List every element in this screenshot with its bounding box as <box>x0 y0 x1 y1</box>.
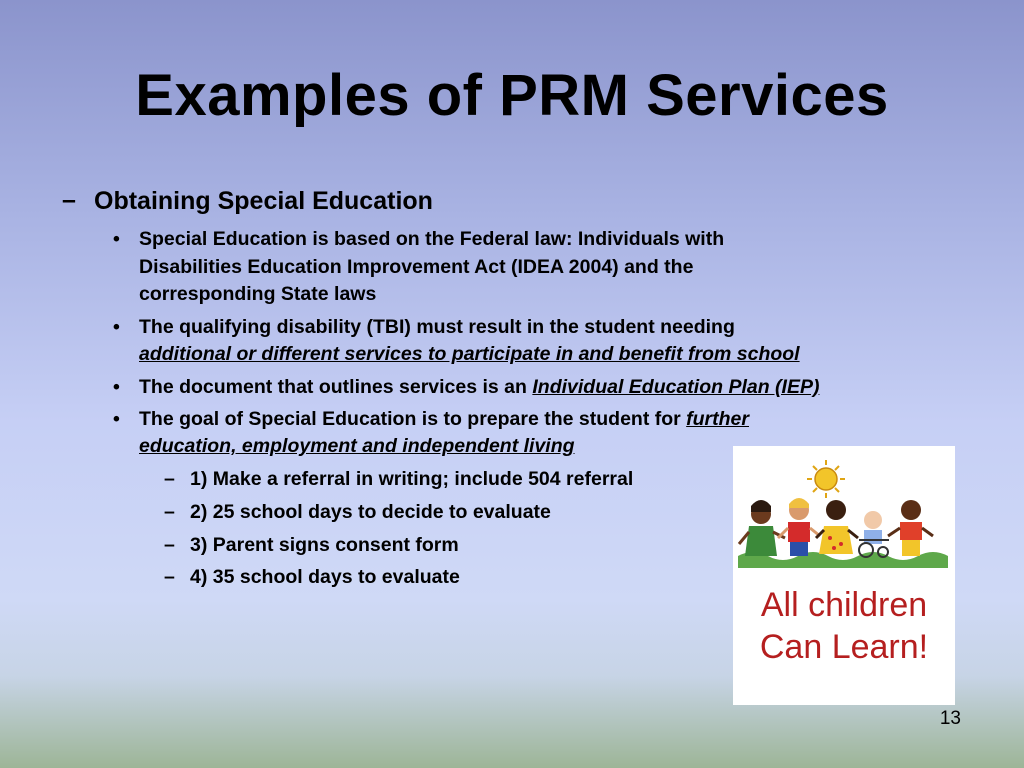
bullet-text: Disabilities Education Improvement Act (IDEA 2004) and the <box>139 256 694 278</box>
step-dash-marker: – <box>164 501 175 523</box>
bullet-marker: • <box>113 408 120 430</box>
child-figure <box>739 500 785 556</box>
bullet-marker: • <box>113 376 120 398</box>
all-children-can-learn-picture <box>733 446 955 705</box>
step-text: 4) 35 school days to evaluate <box>190 566 460 588</box>
slide-title: Examples of PRM Services <box>135 63 889 128</box>
bullet-text: Special Education is based on the Federal law: Individuals with <box>139 228 725 250</box>
step-dash-marker: – <box>164 468 175 490</box>
child-figure <box>816 500 858 554</box>
bullet-marker: • <box>113 228 120 250</box>
step-text: 2) 25 school days to decide to evaluate <box>190 501 551 523</box>
bullet-text: The qualifying disability (TBI) must result in the student needing <box>139 316 735 338</box>
children-holding-hands-icon <box>733 446 955 705</box>
picture-caption-line2: Can Learn! <box>759 628 929 666</box>
child-figure <box>859 511 889 557</box>
bullet-emphasis: Individual Education Plan (IEP) <box>532 376 820 398</box>
picture-caption-line1: All children <box>760 586 928 624</box>
step-text: 1) Make a referral in writing; include 504 referral <box>190 468 634 490</box>
level1-dash-marker: – <box>62 186 76 214</box>
sun-icon <box>807 460 845 498</box>
bullet-emphasis: education, employment and independent living <box>139 435 575 457</box>
step-dash-marker: – <box>164 566 175 588</box>
bullet-text <box>139 408 749 431</box>
bullet-emphasis: further <box>686 408 749 430</box>
child-figure <box>888 500 933 556</box>
child-figure <box>778 498 820 556</box>
bullet-text <box>139 376 819 399</box>
step-dash-marker: – <box>164 534 175 556</box>
bullet-text: corresponding State laws <box>139 283 377 305</box>
step-text: 3) Parent signs consent form <box>190 534 459 556</box>
bullet-emphasis: additional or different services to participate in and benefit from school <box>139 343 800 365</box>
bullet-marker: • <box>113 316 120 338</box>
level1-heading: Obtaining Special Education <box>94 187 433 215</box>
page-number: 13 <box>939 708 961 729</box>
bullet-text-plain: The document that outlines services is an <box>139 376 533 398</box>
bullet-text-plain: The goal of Special Education is to prepare the student for <box>139 408 687 430</box>
